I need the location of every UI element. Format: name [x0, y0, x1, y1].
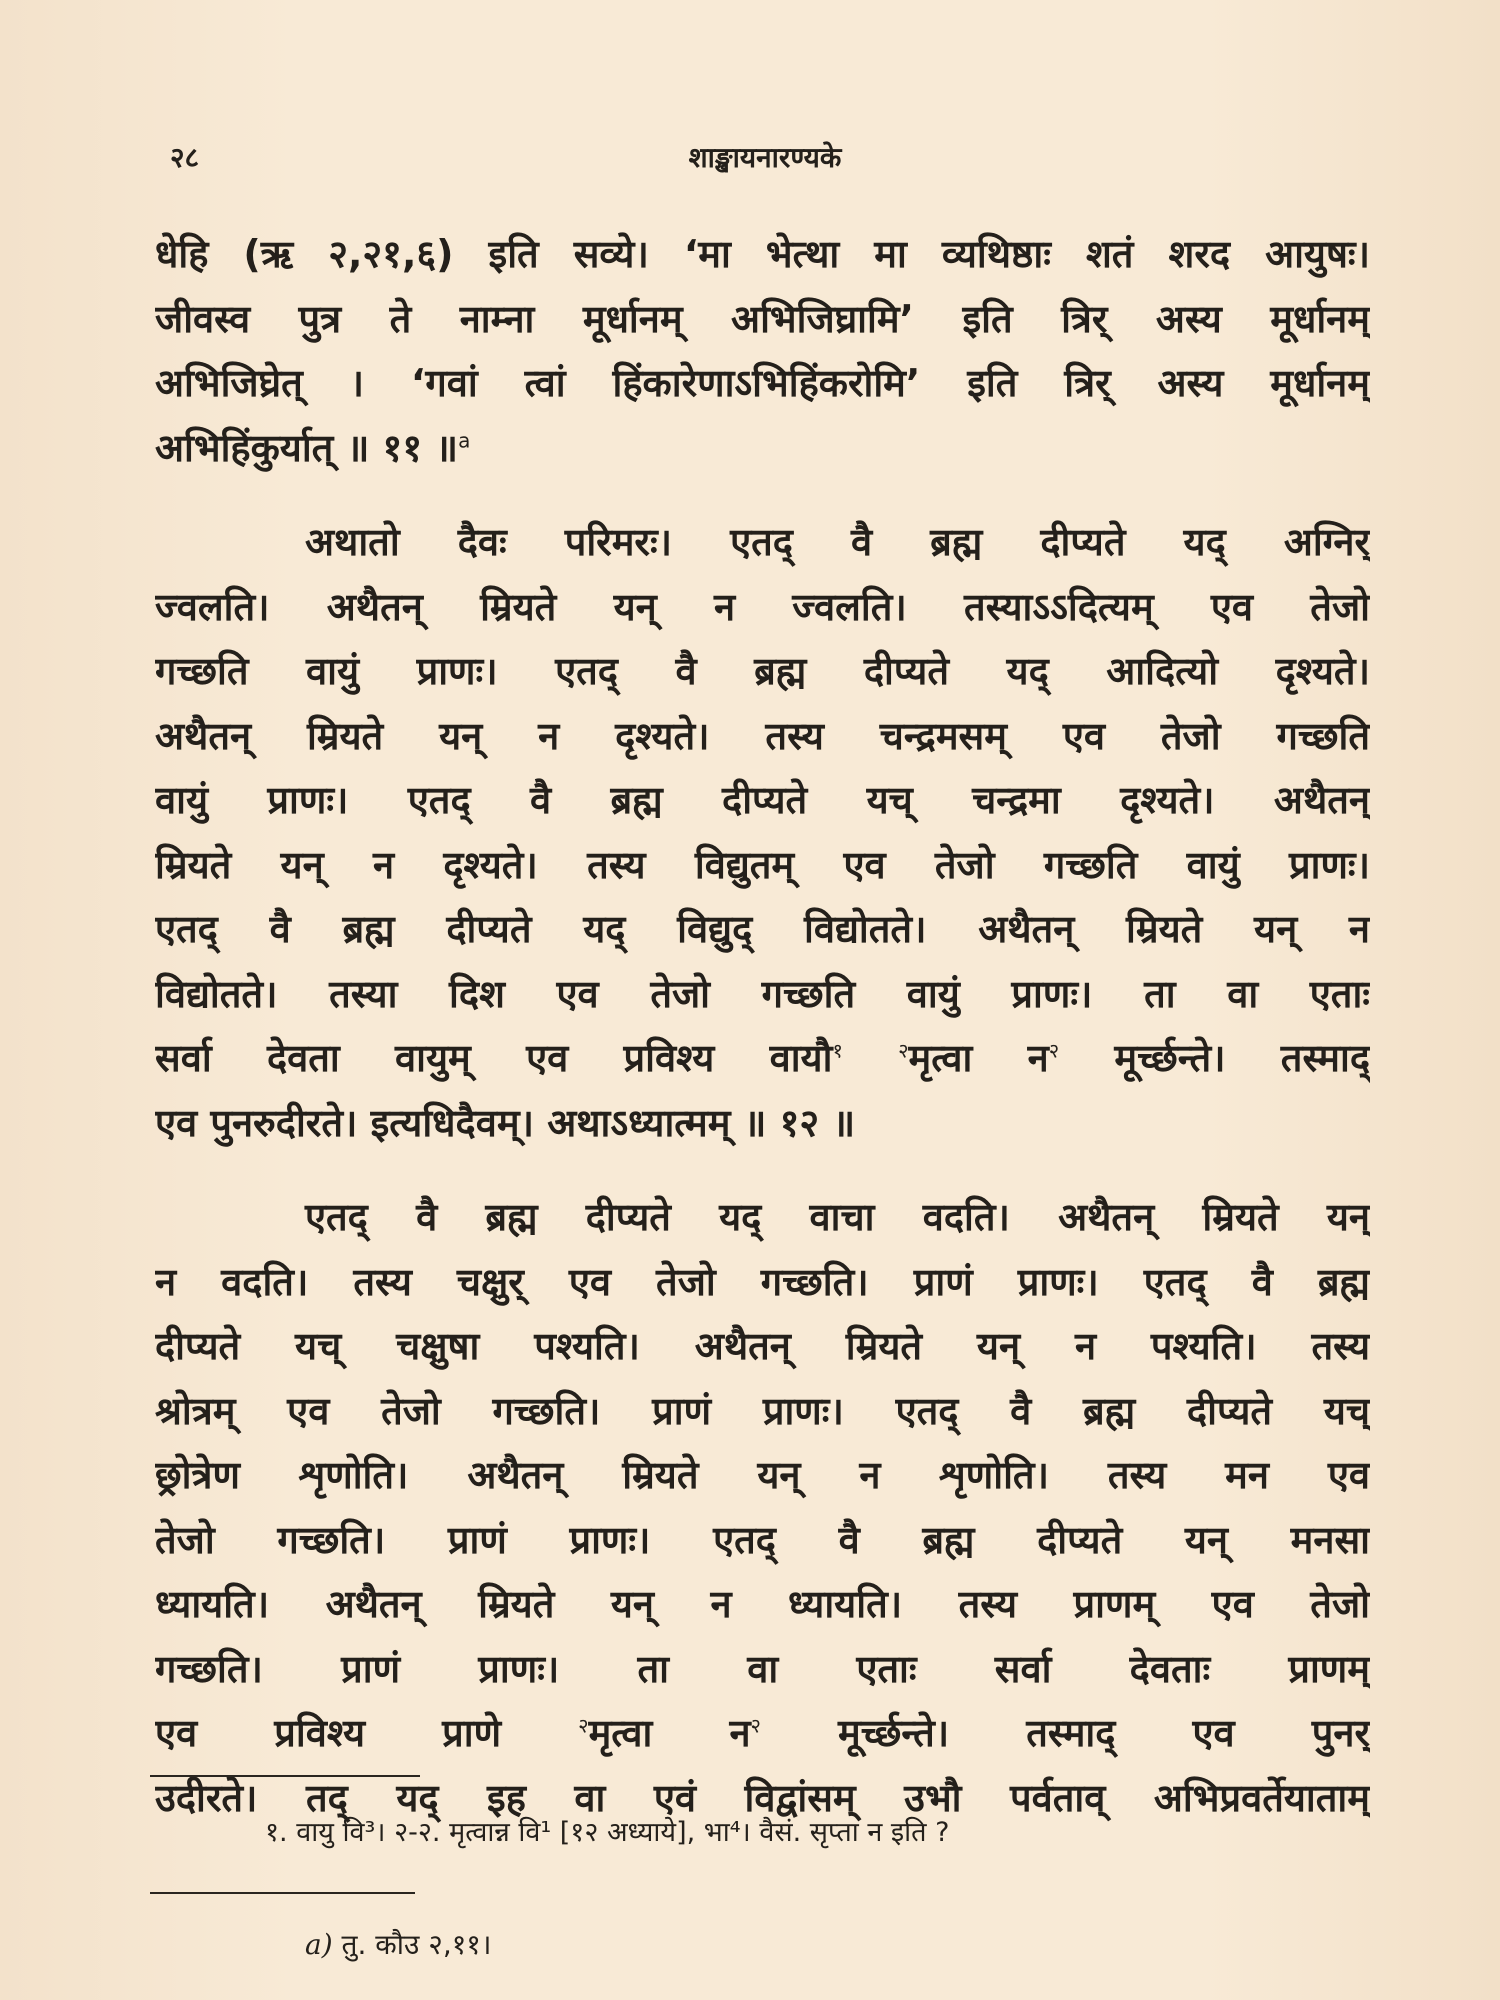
- text-line: धेहि (ऋ २,२१,६) इति सव्ये। ‘मा भेत्था मा व्यथिष्ठाः शतं शरद आयुषः।: [155, 232, 1370, 276]
- footnote-marker-1: १: [832, 1038, 843, 1063]
- footnote-variants: १. वायु वि³। २-२. मृत्वान्न वि¹ [१२ अध्याये], भा⁴। वैसं. सृप्ता न इति ?: [265, 1817, 950, 1848]
- text-line: गच्छति। प्राणं प्राणः। ता वा एताः सर्वा देवताः प्राणम्: [155, 1646, 1370, 1691]
- page-header: [160, 138, 1370, 178]
- footnote-divider: [150, 1892, 415, 1894]
- running-head: शाङ्खायनारण्यके: [688, 141, 842, 174]
- text-line: दीप्यते यच् चक्षुषा पश्यति। अथैतन् म्रियते यन् न पश्यति। तस्य: [155, 1324, 1370, 1368]
- text-line: एतद् वै ब्रह्म दीप्यते यद् वाचा वदति। अथैतन् म्रियते यन्: [305, 1195, 1370, 1239]
- editor-note-marker: a): [305, 1928, 333, 1961]
- page-number: २८: [170, 141, 200, 174]
- text-line: गच्छति वायुं प्राणः। एतद् वै ब्रह्म दीप्यते यद् आदित्यो दृश्यते।: [155, 649, 1370, 693]
- body-text: [155, 222, 1370, 1830]
- editor-note-text: तु. कौउ २,११।: [332, 1928, 492, 1961]
- text-line-part: मूर्च्छन्ते। तस्माद् एव पुनर्: [838, 1711, 1370, 1755]
- paragraph-gap: [155, 480, 1370, 510]
- text-line: एव पुनरुदीरते। इत्यधिदैवम्। अथाऽध्यात्मम् ॥ १२ ॥: [155, 1100, 856, 1145]
- footnote-divider: [150, 1775, 420, 1777]
- text-line: ध्यायति। अथैतन् म्रियते यन् न ध्यायति। तस्य प्राणम् एव तेजो: [155, 1582, 1370, 1626]
- paragraph-gap: [155, 1155, 1370, 1185]
- text-line: अथैतन् म्रियते यन् न दृश्यते। तस्य चन्द्रमसम् एव तेजो गच्छति: [155, 713, 1370, 758]
- text-line: उदीरते। तद् यद् इह वा एवं विद्वांसम् उभौ पर्वताव् अभिप्रवर्तेयाताम्: [155, 1775, 1370, 1820]
- text-line: म्रियते यन् न दृश्यते। तस्य विद्युतम् एव तेजो गच्छति वायुं प्राणः।: [155, 842, 1370, 887]
- text-line-part: मूर्च्छन्ते। तस्माद्: [1114, 1036, 1370, 1080]
- text-line: [155, 1701, 1370, 1766]
- text-line: ज्वलति। अथैतन् म्रियते यन् न ज्वलति। तस्याऽऽदित्यम् एव तेजो: [155, 584, 1370, 629]
- footnote-marker-2: २: [750, 1713, 761, 1738]
- footnote-marker-2: २: [898, 1038, 909, 1063]
- editor-note: [305, 1925, 491, 1963]
- text-line: एतद् वै ब्रह्म दीप्यते यद् विद्युद् विद्योतते। अथैतन् म्रियते यन् न: [155, 907, 1370, 951]
- footnote-marker-2: २: [1048, 1038, 1060, 1063]
- text-line: श्रोत्रम् एव तेजो गच्छति। प्राणं प्राणः। एतद् वै ब्रह्म दीप्यते यच्: [155, 1388, 1370, 1433]
- text-line: न वदति। तस्य चक्षुर् एव तेजो गच्छति। प्राणं प्राणः। एतद् वै ब्रह्म: [155, 1259, 1370, 1304]
- text-line: जीवस्व पुत्र ते नाम्ना मूर्धानम् अभिजिघ्रामि’ इति त्रिर् अस्य मूर्धानम्: [155, 296, 1370, 341]
- text-line: अथातो दैवः परिमरः। एतद् वै ब्रह्म दीप्यते यद् अग्निर्: [305, 520, 1370, 564]
- text-line-part: सर्वा देवता वायुम् एव प्रविश्य वायौ: [155, 1036, 833, 1080]
- text-line: छ्रोत्रेण शृणोति। अथैतन् म्रियते यन् न शृणोति। तस्य मन एव: [155, 1453, 1370, 1497]
- text-line-part: मृत्वा न: [908, 1036, 1049, 1080]
- text-line-content: अभिहिंकुर्यात् ॥ ११ ॥: [155, 425, 459, 470]
- footnote-marker-a: a: [458, 427, 471, 452]
- text-line: विद्योतते। तस्या दिश एव तेजो गच्छति वायुं प्राणः। ता वा एताः: [155, 971, 1370, 1016]
- text-line: अभिजिघ्रेत् । ‘गवां त्वां हिंकारेणाऽभिहिंकरोमि’ इति त्रिर् अस्य मूर्धानम्: [155, 361, 1370, 405]
- text-line-part: मृत्वा न: [588, 1711, 751, 1755]
- text-line: वायुं प्राणः। एतद् वै ब्रह्म दीप्यते यच् चन्द्रमा दृश्यते। अथैतन्: [155, 778, 1370, 822]
- footnote-marker-2: २: [578, 1713, 589, 1738]
- text-line: तेजो गच्छति। प्राणं प्राणः। एतद् वै ब्रह्म दीप्यते यन् मनसा: [155, 1517, 1370, 1562]
- text-line: [155, 416, 1370, 481]
- text-line: [155, 1026, 1370, 1091]
- text-line-part: एव प्रविश्य प्राणे: [155, 1711, 502, 1755]
